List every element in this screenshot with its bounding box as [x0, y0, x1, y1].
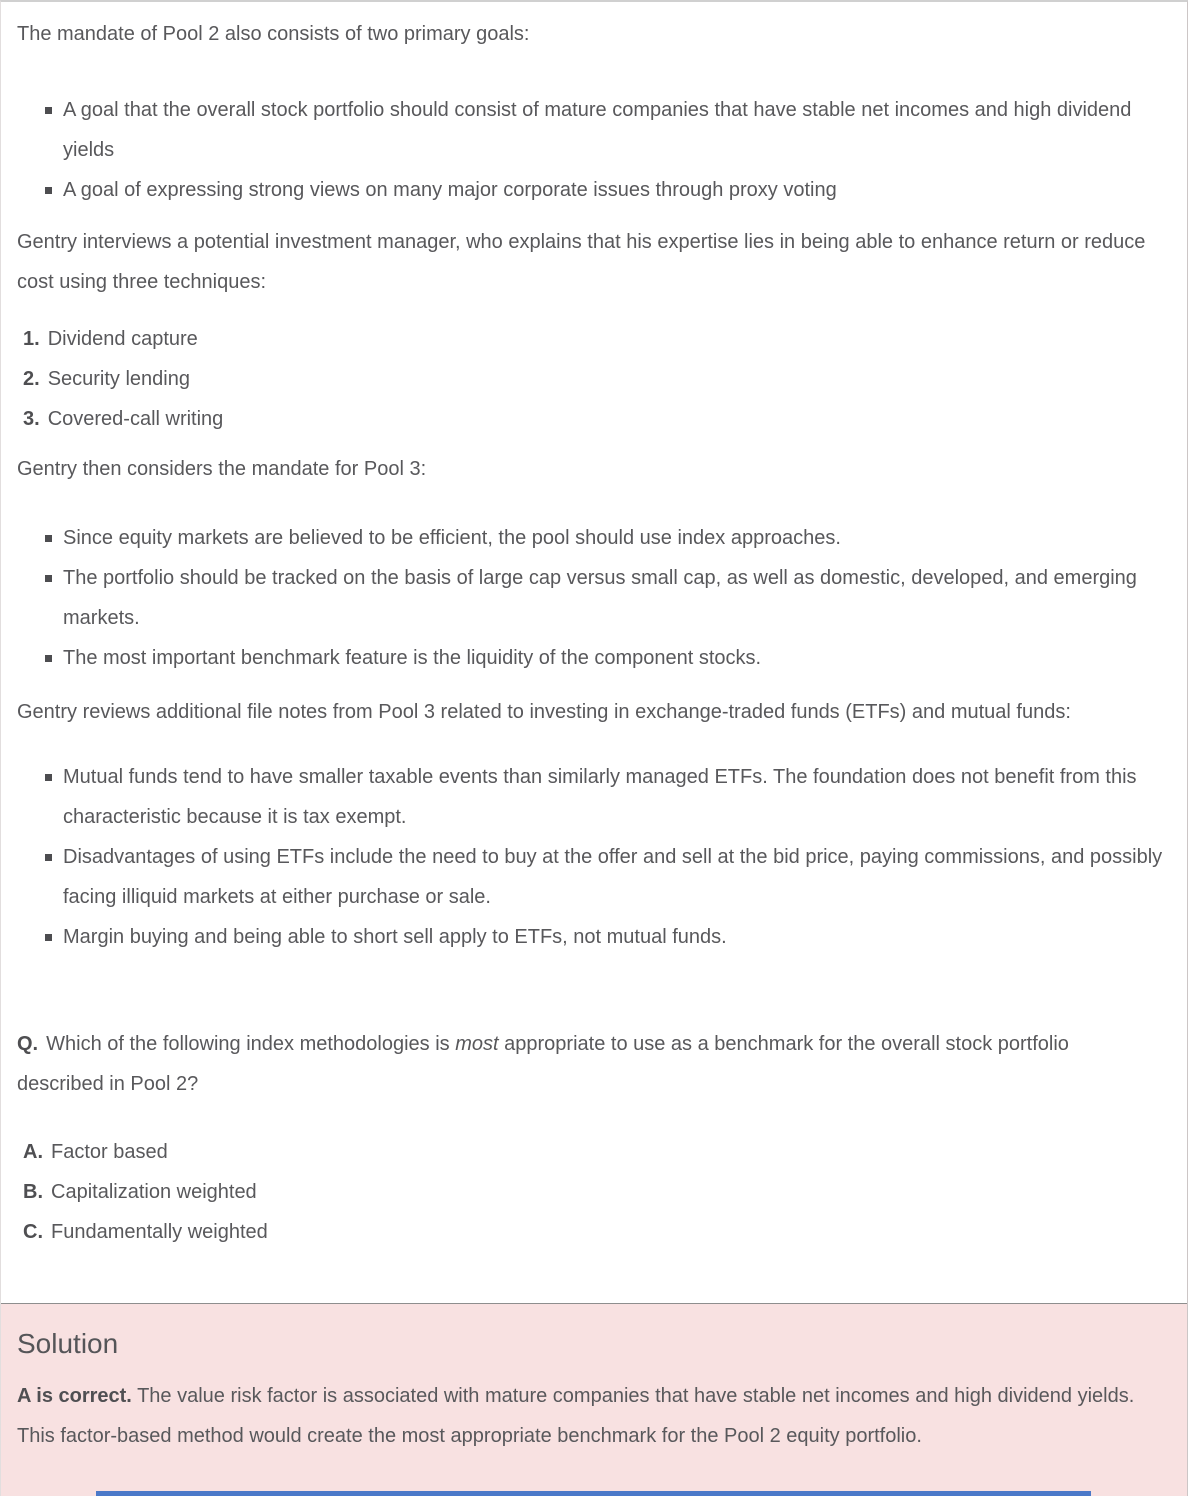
list-item: Since equity markets are believed to be efficient, the pool should use index approaches.	[45, 518, 1171, 558]
list-item	[23, 399, 1171, 439]
goals-bullet-list	[17, 90, 1171, 210]
solution-verdict: A is correct.	[17, 1385, 132, 1407]
item-text: Covered-call writing	[47, 408, 224, 430]
list-item	[23, 319, 1171, 359]
option-text: Fundamentally weighted	[51, 1221, 268, 1243]
option-letter: C.	[23, 1221, 43, 1243]
etf-bullet-list	[17, 757, 1171, 957]
pool3-bullet-list	[17, 518, 1171, 678]
solution-section	[1, 1303, 1187, 1496]
list-item: A goal that the overall stock portfolio should consist of mature companies that have stable net incomes and high dividend yields	[45, 90, 1171, 170]
list-item: Disadvantages of using ETFs include the need to buy at the offer and sell at the bid price, paying commissions, and possibly facing illiquid markets at either purchase or sale.	[45, 837, 1171, 917]
option-text: Capitalization weighted	[51, 1181, 257, 1203]
item-number: 3.	[23, 408, 40, 430]
answer-option-c	[23, 1212, 1171, 1252]
solution-heading: Solution	[17, 1328, 119, 1359]
question-label: Q.	[17, 1033, 39, 1055]
answer-options-list	[17, 1132, 1171, 1252]
list-item: A goal of expressing strong views on many major corporate issues through proxy voting	[45, 170, 1171, 210]
answer-option-b	[23, 1172, 1171, 1212]
question-emphasis: most	[455, 1033, 499, 1055]
techniques-numbered-list	[17, 319, 1171, 439]
item-text: Security lending	[47, 368, 190, 390]
manager-paragraph: Gentry interviews a potential investment manager, who explains that his expertise lies in being able to enhance return or reduce cost using three techniques:	[17, 231, 1146, 293]
intro-paragraph: The mandate of Pool 2 also consists of two primary goals:	[17, 23, 530, 45]
bottom-progress-bar	[96, 1491, 1091, 1496]
solution-text	[17, 1376, 1157, 1456]
option-text: Factor based	[51, 1141, 168, 1163]
list-item: Margin buying and being able to short sell apply to ETFs, not mutual funds.	[45, 917, 1171, 957]
list-item: The most important benchmark feature is the liquidity of the component stocks.	[45, 638, 1171, 678]
question-part2: appropriate to use as a benchmark for the overall stock portfolio described in Pool 2?	[17, 1033, 1069, 1095]
option-letter: B.	[23, 1181, 43, 1203]
question-text	[17, 1024, 1157, 1104]
answer-option-a	[23, 1132, 1171, 1172]
pool3-paragraph: Gentry then considers the mandate for Pool 3:	[17, 458, 427, 480]
question-part1: Which of the following index methodologies is	[46, 1033, 456, 1055]
etf-paragraph: Gentry reviews additional file notes from Pool 3 related to investing in exchange-traded funds (ETFs) and mutual funds:	[17, 701, 1071, 723]
item-text: Dividend capture	[47, 328, 198, 350]
solution-explanation: The value risk factor is associated with mature companies that have stable net incomes and high dividend yields. This factor-based method would create the most appropriate benchmark for the Pool 2 equity portfolio.	[17, 1385, 1135, 1447]
list-item: Mutual funds tend to have smaller taxable events than similarly managed ETFs. The foundation does not benefit from this characteristic because it is tax exempt.	[45, 757, 1171, 837]
item-number: 2.	[23, 368, 40, 390]
list-item	[23, 359, 1171, 399]
list-item: The portfolio should be tracked on the basis of large cap versus small cap, as well as domestic, developed, and emerging markets.	[45, 558, 1171, 638]
case-body	[1, 2, 1187, 1303]
option-letter: A.	[23, 1141, 43, 1163]
item-number: 1.	[23, 328, 40, 350]
